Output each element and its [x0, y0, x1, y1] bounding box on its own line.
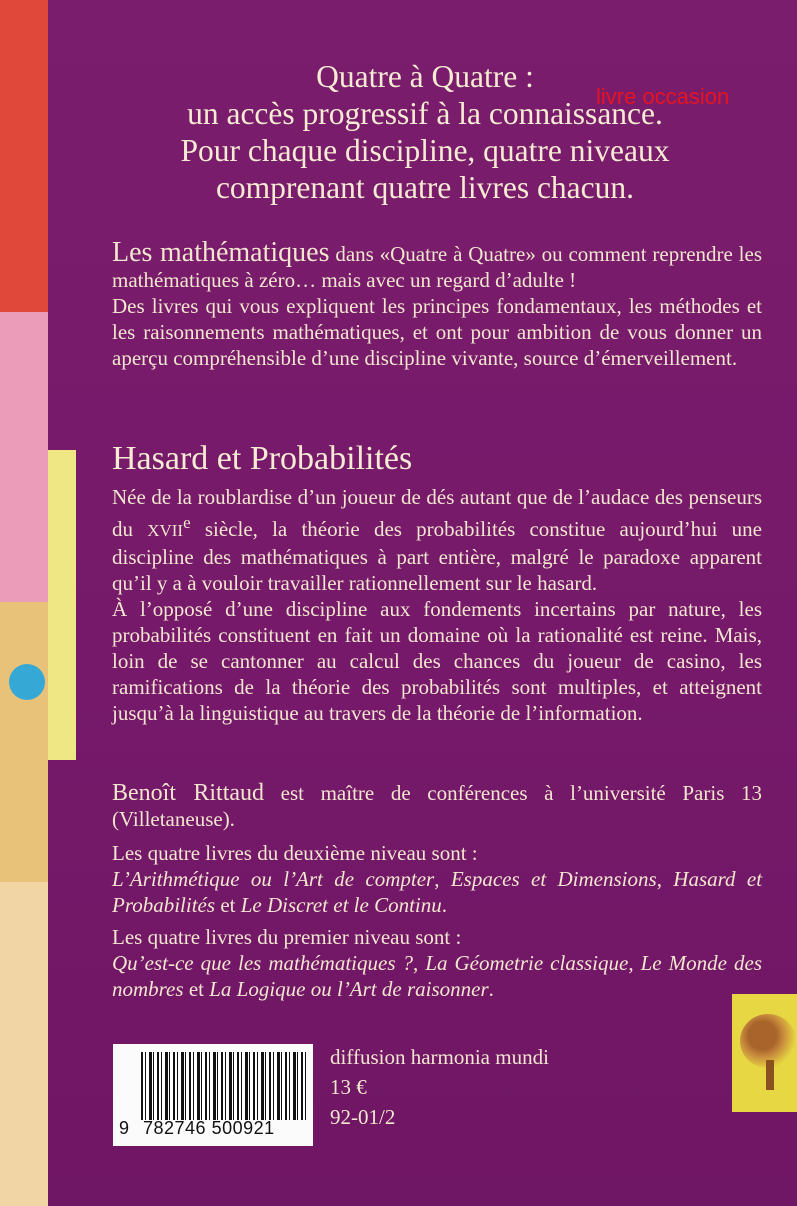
level-two-and: et — [215, 893, 241, 917]
publisher-info — [330, 1042, 549, 1132]
series-tagline — [110, 58, 740, 206]
level-two-paragraph — [112, 840, 762, 918]
level-one-sep-2: , — [628, 951, 641, 975]
series-text-1: dans «Quatre à Quatre» ou comment reprendre les mathématiques à zéro… mais avec un regard d’adulte ! — [112, 242, 762, 292]
level-one-end: . — [488, 977, 494, 1001]
tagline-line-1: Quatre à Quatre : — [316, 59, 534, 94]
level-two-book-1: L’Arithmétique ou l’Art de compter — [112, 867, 435, 891]
level-one-intro: Les quatre livres du premier niveau sont : — [112, 925, 462, 949]
level-two-sep-1: , — [434, 867, 451, 891]
barcode-bars-icon — [141, 1052, 307, 1120]
author-bio — [112, 780, 762, 832]
series-lead: Les mathématiques — [112, 237, 330, 268]
isbn-first-digit: 9 — [119, 1118, 130, 1138]
book-description — [112, 484, 762, 726]
book-p1-sup: e — [183, 513, 191, 532]
book-title: Hasard et Probabilités — [112, 440, 413, 477]
level-one-book-1: Qu’est-ce que les mathématiques ? — [112, 951, 414, 975]
tree-trunk-icon — [766, 1060, 774, 1090]
book-p1-text-b: siècle, la théorie des probabilités constitue aujourd’hui une discipline des mathématiques à part entière, malgré le paradoxe apparent qu’il y a à vouloir travailler rationnellement sur le hasard. — [112, 517, 763, 595]
book-p1-text-a: Née de la roublardise d’un joueur de dés autant que de l’audace des penseurs du — [112, 485, 762, 541]
barcode — [113, 1044, 313, 1146]
yellow-tab — [48, 450, 76, 760]
series-description — [112, 237, 762, 371]
level-two-books — [112, 840, 762, 918]
color-strip-cream — [0, 882, 48, 1206]
color-strip-pink — [0, 312, 48, 602]
tagline-line-4: comprenant quatre livres chacun. — [215, 170, 635, 205]
level-one-books — [112, 924, 762, 1002]
level-two-book-2: Espaces et Dimensions — [450, 867, 657, 891]
tagline-line-3: Pour chaque discipline, quatre niveaux — [180, 133, 670, 168]
book-paragraph-2: À l’opposé d’une discipline aux fondements incertains par nature, les probabilités constituent en fait un domaine où la rationalité est reine. Mais, loin de se cantonner au calcul des chances du joueur de casino, les ramifications de la théorie des probabilités sont multiples, et atteignent jusqu’à la linguistique au travers de la théorie de l’information. — [112, 597, 762, 725]
blue-dot-icon — [9, 664, 45, 700]
product-code: 92-01/2 — [330, 1105, 396, 1129]
watermark-text: livre occasion — [596, 84, 730, 109]
publisher-logo — [732, 994, 797, 1112]
level-one-sep-1: , — [413, 951, 426, 975]
color-strip-red — [0, 0, 48, 312]
level-two-end: . — [441, 893, 447, 917]
author-paragraph — [112, 780, 762, 832]
author-bio-text: est maître de conférences à l’université Paris 13 (Villetaneuse). — [112, 781, 762, 831]
distribution-text: diffusion harmonia mundi — [330, 1045, 549, 1069]
author-name: Benoît Rittaud — [112, 780, 265, 806]
series-paragraph-1 — [112, 237, 762, 293]
level-one-and: et — [183, 977, 210, 1001]
book-paragraph-1 — [112, 484, 762, 596]
level-two-intro: Les quatre livres du deuxième niveau sont : — [112, 841, 478, 865]
level-two-sep-2: , — [656, 867, 674, 891]
level-two-book-3: Hasard et Probabilités — [112, 867, 763, 917]
series-paragraph-2: Des livres qui vous expliquent les principes fondamentaux, les méthodes et les raisonnements mathématiques, et ont pour ambition de vous donner un aperçu compréhensible d’une discipline vivante, source d’émerveillement. — [112, 294, 762, 370]
isbn-digits: 782746 500921 — [143, 1118, 275, 1138]
book-p1-century: XVII — [147, 521, 184, 540]
price-text: 13 € — [330, 1075, 367, 1099]
color-strip-orange — [0, 602, 48, 882]
tagline-line-2: un accès progressif à la connaissance. — [187, 96, 663, 131]
level-one-book-4: La Logique ou l’Art de raisonner — [209, 977, 489, 1001]
level-one-book-3: Le Monde des nombres — [112, 951, 762, 1001]
level-two-book-4: Le Discret et le Continu — [240, 893, 442, 917]
level-one-book-2: La Géometrie classique — [425, 951, 629, 975]
level-one-paragraph — [112, 924, 762, 1002]
